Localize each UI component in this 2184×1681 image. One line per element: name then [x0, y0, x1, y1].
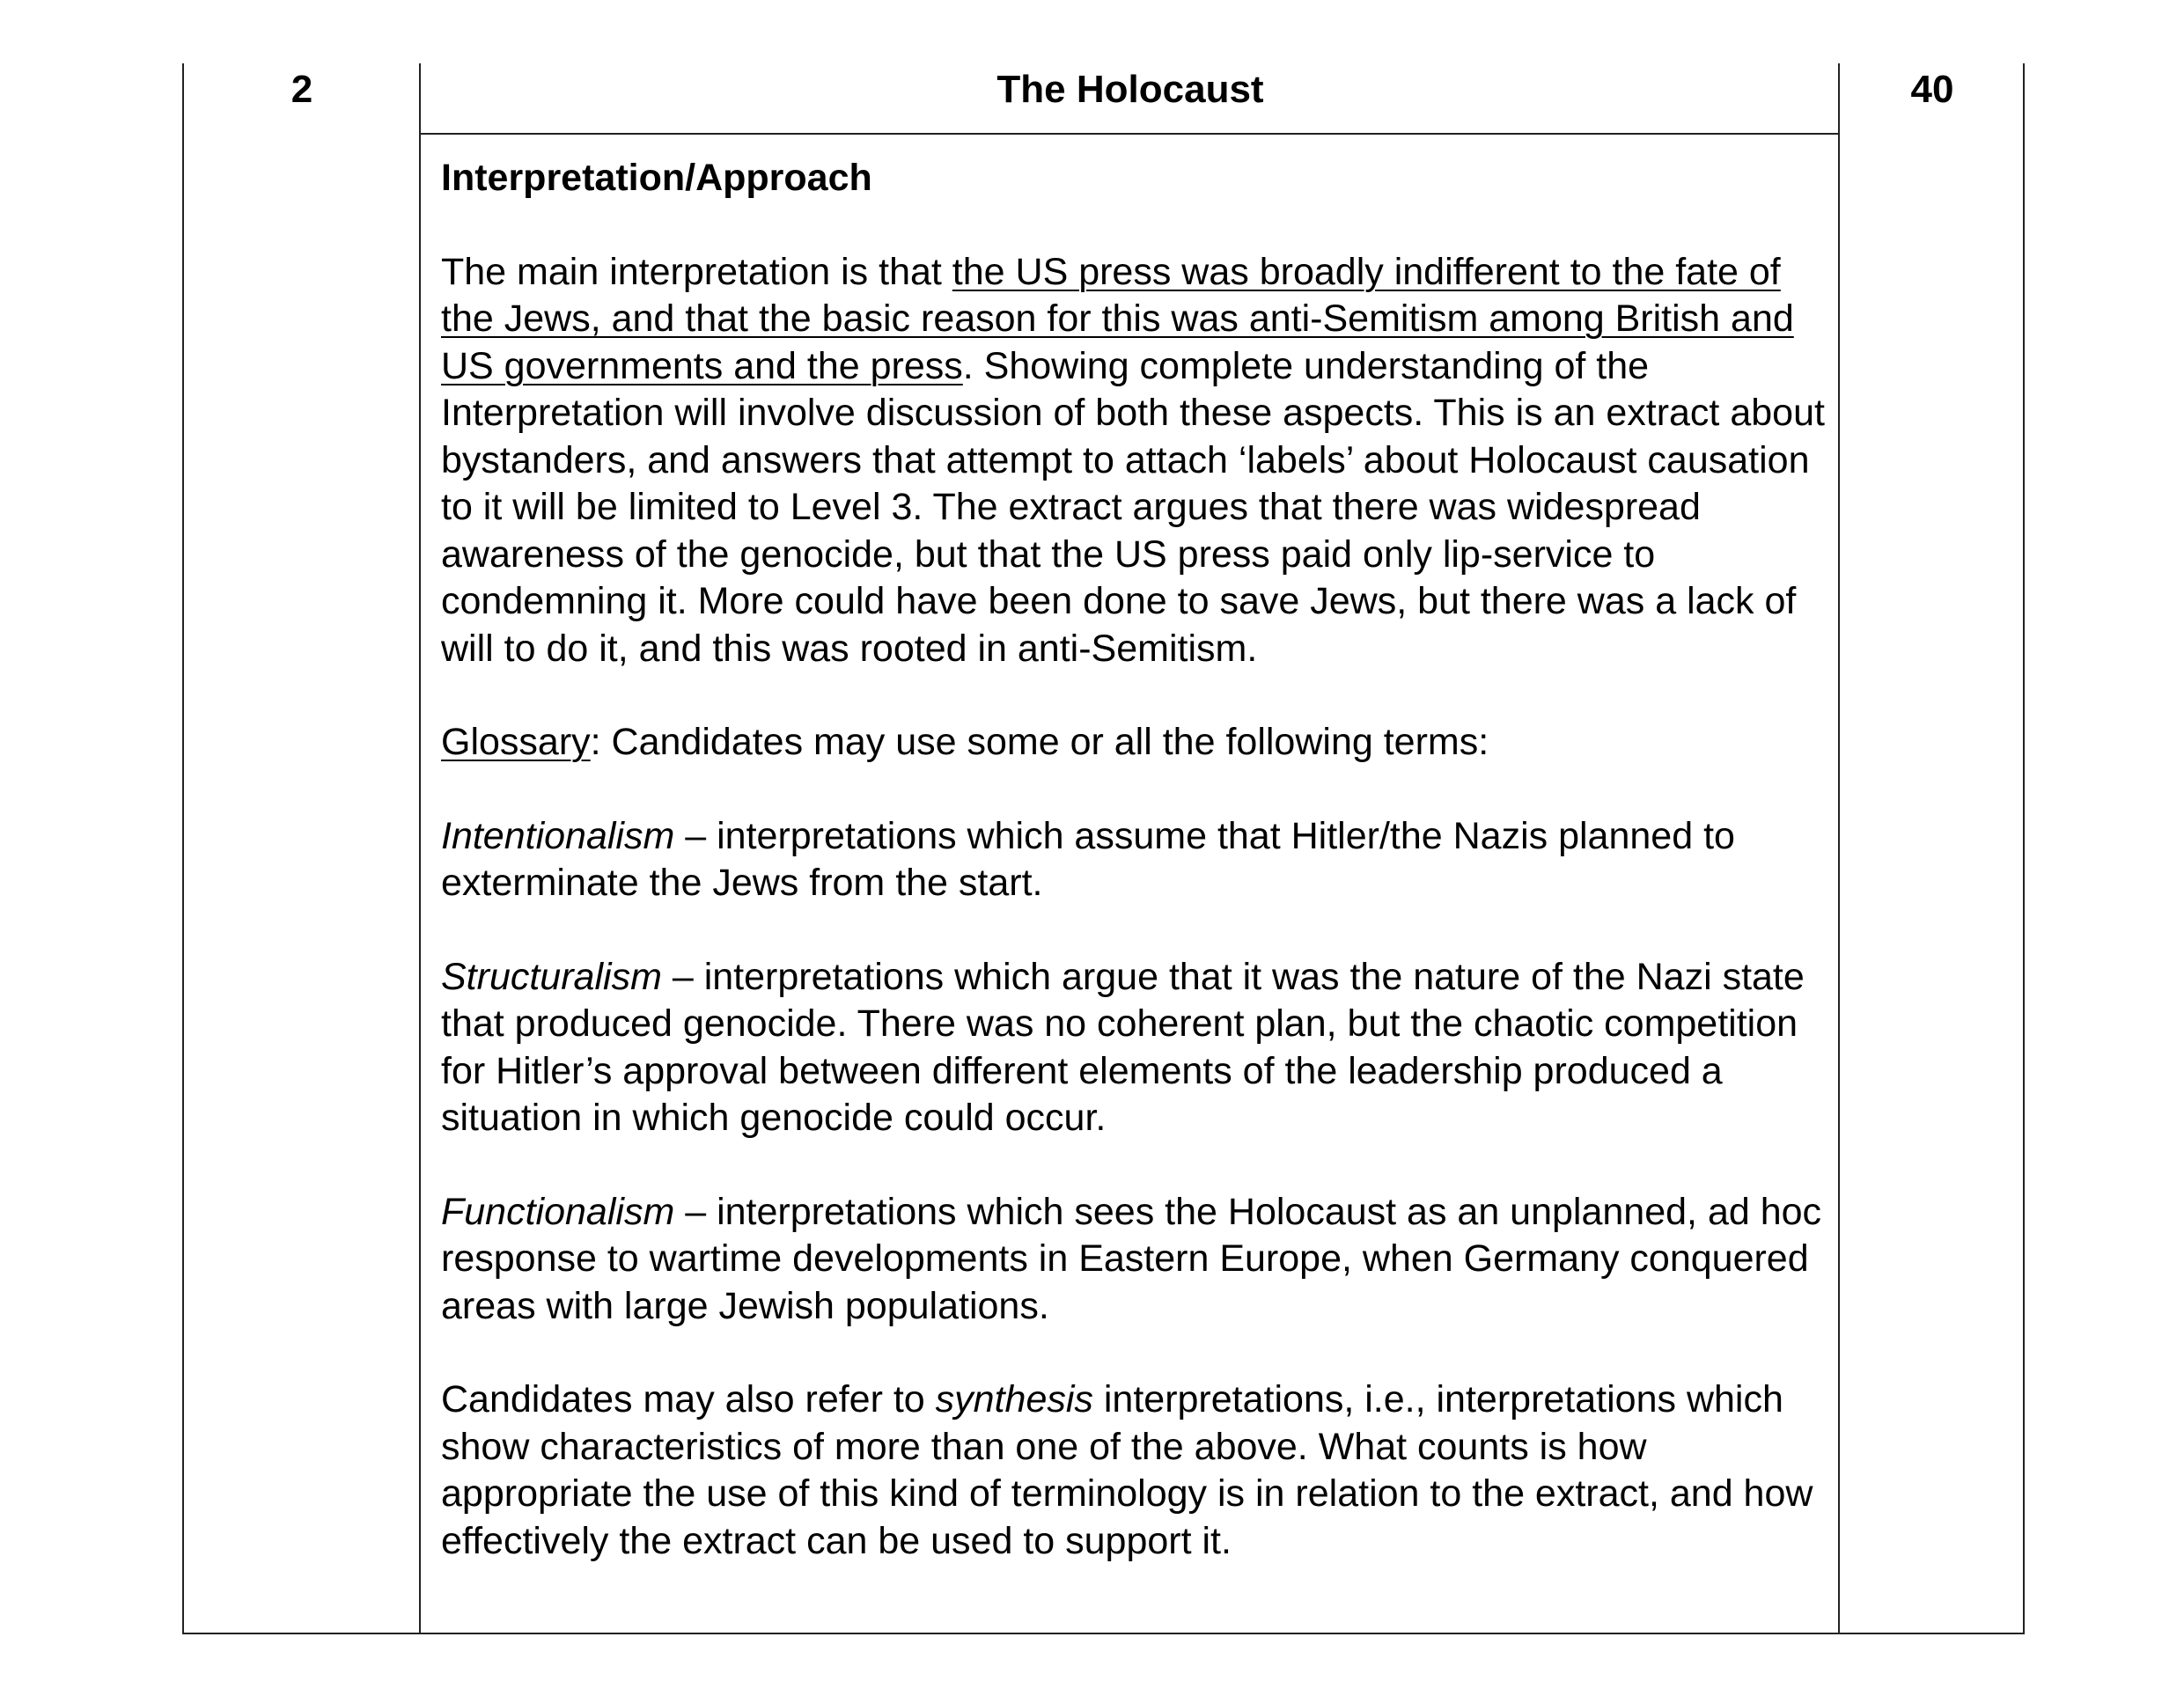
table-border-question-column	[419, 63, 421, 1634]
interpretation-rest: . Showing complete understanding of the Interpretation will involve discussion of both these aspects. This is an extract about bystanders, and answers that attempt to attach ‘labels’ about Holocaust causation to it will be limited to Level 3. The extract argues that there was widespread awareness of the genocide, but that the US press paid only lip-service to condemning it. More could have been done to save Jews, but there was a lack of will to do it, and this was rooted in anti-Semitism.	[441, 344, 1825, 670]
glossary-term-intentionalism	[441, 813, 1832, 907]
term-definition: – interpretations which assume that Hitler/the Nazis planned to exterminate the Jews from the start.	[441, 814, 1735, 904]
interpretation-paragraph	[441, 249, 1832, 673]
synthesis-lead: Candidates may also refer to	[441, 1378, 936, 1420]
glossary-label: Glossary	[441, 721, 591, 763]
term-definition: – interpretations which argue that it was the nature of the Nazi state that produced genocide. There was no coherent plan, but the chaotic competition for Hitler’s approval between different elements of the leadership produced a situation in which genocide could occur.	[441, 955, 1805, 1139]
mark-scheme-content	[441, 155, 1832, 1565]
term-name: Functionalism	[441, 1190, 675, 1233]
interpretation-key-claim: the US press was broadly indifferent to the fate of the Jews, and that the basic reason for this was anti-Semitism among British and US governments and the press	[441, 250, 1794, 387]
glossary-intro	[441, 719, 1832, 767]
table-border-right	[2023, 63, 2025, 1634]
synthesis-term: synthesis	[935, 1378, 1093, 1420]
marks-total: 40	[1910, 68, 1954, 111]
section-heading: Interpretation/Approach	[441, 157, 872, 199]
glossary-text: : Candidates may use some or all the following terms:	[590, 721, 1489, 763]
glossary-term-structuralism	[441, 954, 1832, 1142]
table-border-left	[182, 63, 184, 1634]
topic-header-divider	[419, 133, 1840, 135]
term-name: Structuralism	[441, 955, 662, 998]
interpretation-lead: The main interpretation is that	[441, 250, 952, 293]
term-name: Intentionalism	[441, 814, 675, 857]
table-border-topic-column	[1838, 63, 1840, 1634]
synthesis-rest: interpretations, i.e., interpretations which show characteristics of more than one of the above. What counts is how appropriate the use of this kind of terminology is in relation to the extract, and how effectively the extract can be used to support it.	[441, 1378, 1813, 1562]
topic-title: The Holocaust	[996, 68, 1264, 111]
synthesis-paragraph	[441, 1376, 1832, 1565]
question-number: 2	[290, 68, 313, 111]
glossary-term-functionalism	[441, 1189, 1832, 1331]
table-border-bottom	[182, 1633, 2025, 1634]
term-definition: – interpretations which sees the Holocaust as an unplanned, ad hoc response to wartime developments in Eastern Europe, when Germany conquered areas with large Jewish populations.	[441, 1190, 1822, 1327]
